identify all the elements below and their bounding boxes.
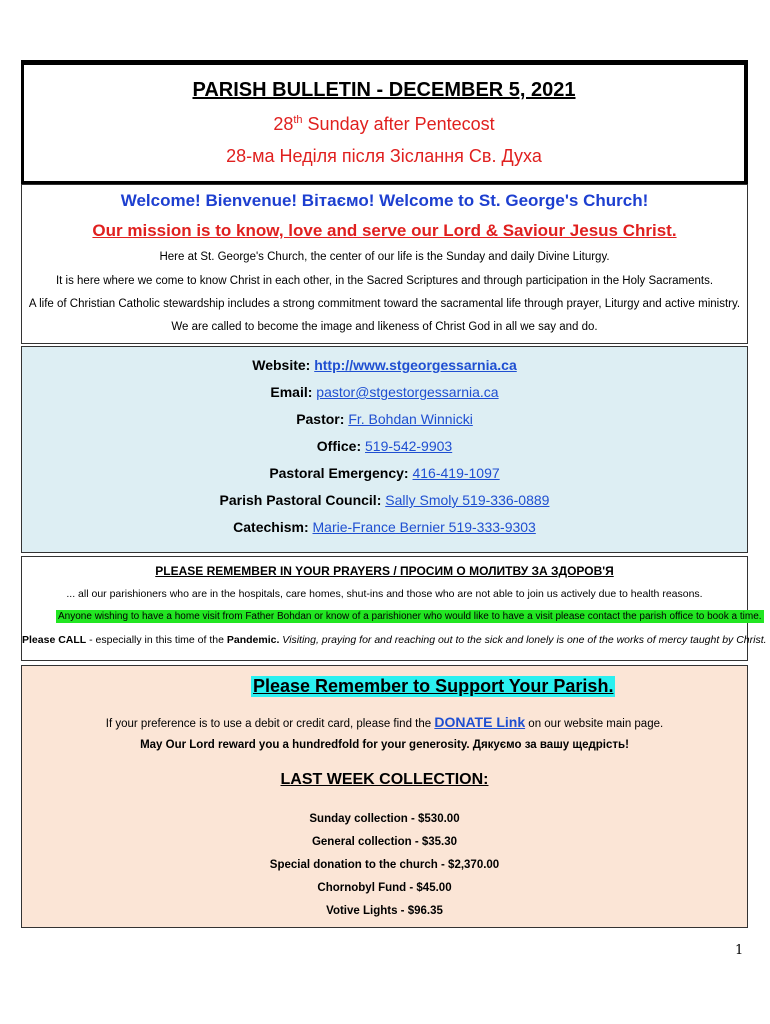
council-contact-link[interactable]: Sally Smoly 519-336-0889 bbox=[385, 492, 550, 508]
website-link[interactable]: http://www.stgeorgessarnia.ca bbox=[314, 357, 517, 373]
bulletin-title: PARISH BULLETIN - DECEMBER 5, 2021 bbox=[192, 79, 576, 101]
contact-email: Email: pastor@stgestorgessarnia.ca bbox=[270, 384, 499, 400]
emergency-phone-link[interactable]: 416-419-1097 bbox=[412, 465, 500, 481]
office-phone-link[interactable]: 519-542-9903 bbox=[365, 438, 453, 454]
collection-item: Special donation to the church - $2,370.00 bbox=[269, 859, 500, 871]
page-number: 1 bbox=[735, 943, 744, 958]
welcome-section bbox=[21, 184, 748, 344]
contact-catechism: Catechism: Marie-France Bernier 519-333-9303 bbox=[233, 519, 536, 535]
welcome-line: A life of Christian Catholic stewardship includes a strong commitment toward the sacramental life through prayer, Liturgy and active ministry. bbox=[28, 298, 741, 310]
contact-section bbox=[21, 346, 748, 553]
welcome-line: We are called to become the image and likeness of Christ God in all we say and do. bbox=[171, 321, 598, 333]
blessing-line: May Our Lord reward you a hundredfold for your generosity. Дякуємо за вашу щедрість! bbox=[140, 739, 629, 751]
catechism-contact-link[interactable]: Marie-France Bernier 519-333-9303 bbox=[312, 519, 536, 535]
collection-item: General collection - $35.30 bbox=[311, 836, 458, 848]
bulletin-header bbox=[21, 60, 748, 184]
prayer-heading: PLEASE REMEMBER IN YOUR PRAYERS / ПРОСИМ О МОЛИТВУ ЗА ЗДОРОВ'Я bbox=[155, 564, 614, 578]
please-call-line: Please CALL - especially in this time of the Pandemic. Visiting, praying for and reaching out to the sick and lonely is one of the works of mercy taught by Christ. bbox=[22, 634, 767, 646]
collection-item: Sunday collection - $530.00 bbox=[309, 813, 460, 825]
collection-item: Chornobyl Fund - $45.00 bbox=[317, 882, 452, 894]
contact-council: Parish Pastoral Council: Sally Smoly 519-336-0889 bbox=[219, 492, 550, 508]
welcome-line: Here at St. George's Church, the center of our life is the Sunday and daily Divine Liturgy. bbox=[159, 251, 610, 263]
support-section bbox=[21, 665, 748, 928]
donate-link[interactable]: DONATE Link bbox=[434, 714, 526, 730]
pastor-link[interactable]: Fr. Bohdan Winnicki bbox=[348, 411, 473, 427]
welcome-line: It is here where we come to know Christ in each other, in the Sacred Scriptures and through participation in the Holy Sacraments. bbox=[55, 275, 714, 287]
contact-website: Website: http://www.stgeorgessarnia.ca bbox=[252, 357, 517, 373]
welcome-greeting: Welcome! Bienvenue! Вітаємо! Welcome to St. George's Church! bbox=[120, 191, 649, 210]
prayer-section bbox=[21, 556, 767, 661]
contact-pastor: Pastor: Fr. Bohdan Winnicki bbox=[296, 411, 473, 427]
email-link[interactable]: pastor@stgestorgessarnia.ca bbox=[316, 384, 499, 400]
collection-heading: LAST WEEK COLLECTION: bbox=[280, 771, 489, 788]
collection-item: Votive Lights - $96.35 bbox=[326, 905, 443, 917]
donate-instructions: If your preference is to use a debit or credit card, please find the DONATE Link on our website main page. bbox=[105, 714, 664, 730]
home-visit-notice: Anyone wishing to have a home visit from Father Bohdan or know of a parishioner who would like to have a visit please contact the parish office to book a time. bbox=[58, 611, 762, 622]
support-heading: Please Remember to Support Your Parish. bbox=[253, 676, 614, 696]
contact-office: Office: 519-542-9903 bbox=[316, 438, 453, 454]
sunday-title-en: 28th Sunday after Pentecost bbox=[273, 114, 495, 134]
contact-emergency: Pastoral Emergency: 416-419-1097 bbox=[269, 465, 500, 481]
sunday-title-uk: 28-ма Неділя після Зіслання Св. Духа bbox=[226, 146, 542, 166]
mission-statement: Our mission is to know, love and serve our Lord & Saviour Jesus Christ. bbox=[92, 221, 677, 240]
prayer-line: ... all our parishioners who are in the hospitals, care homes, shut-ins and those who are not able to join us actively due to health reasons. bbox=[66, 588, 703, 600]
